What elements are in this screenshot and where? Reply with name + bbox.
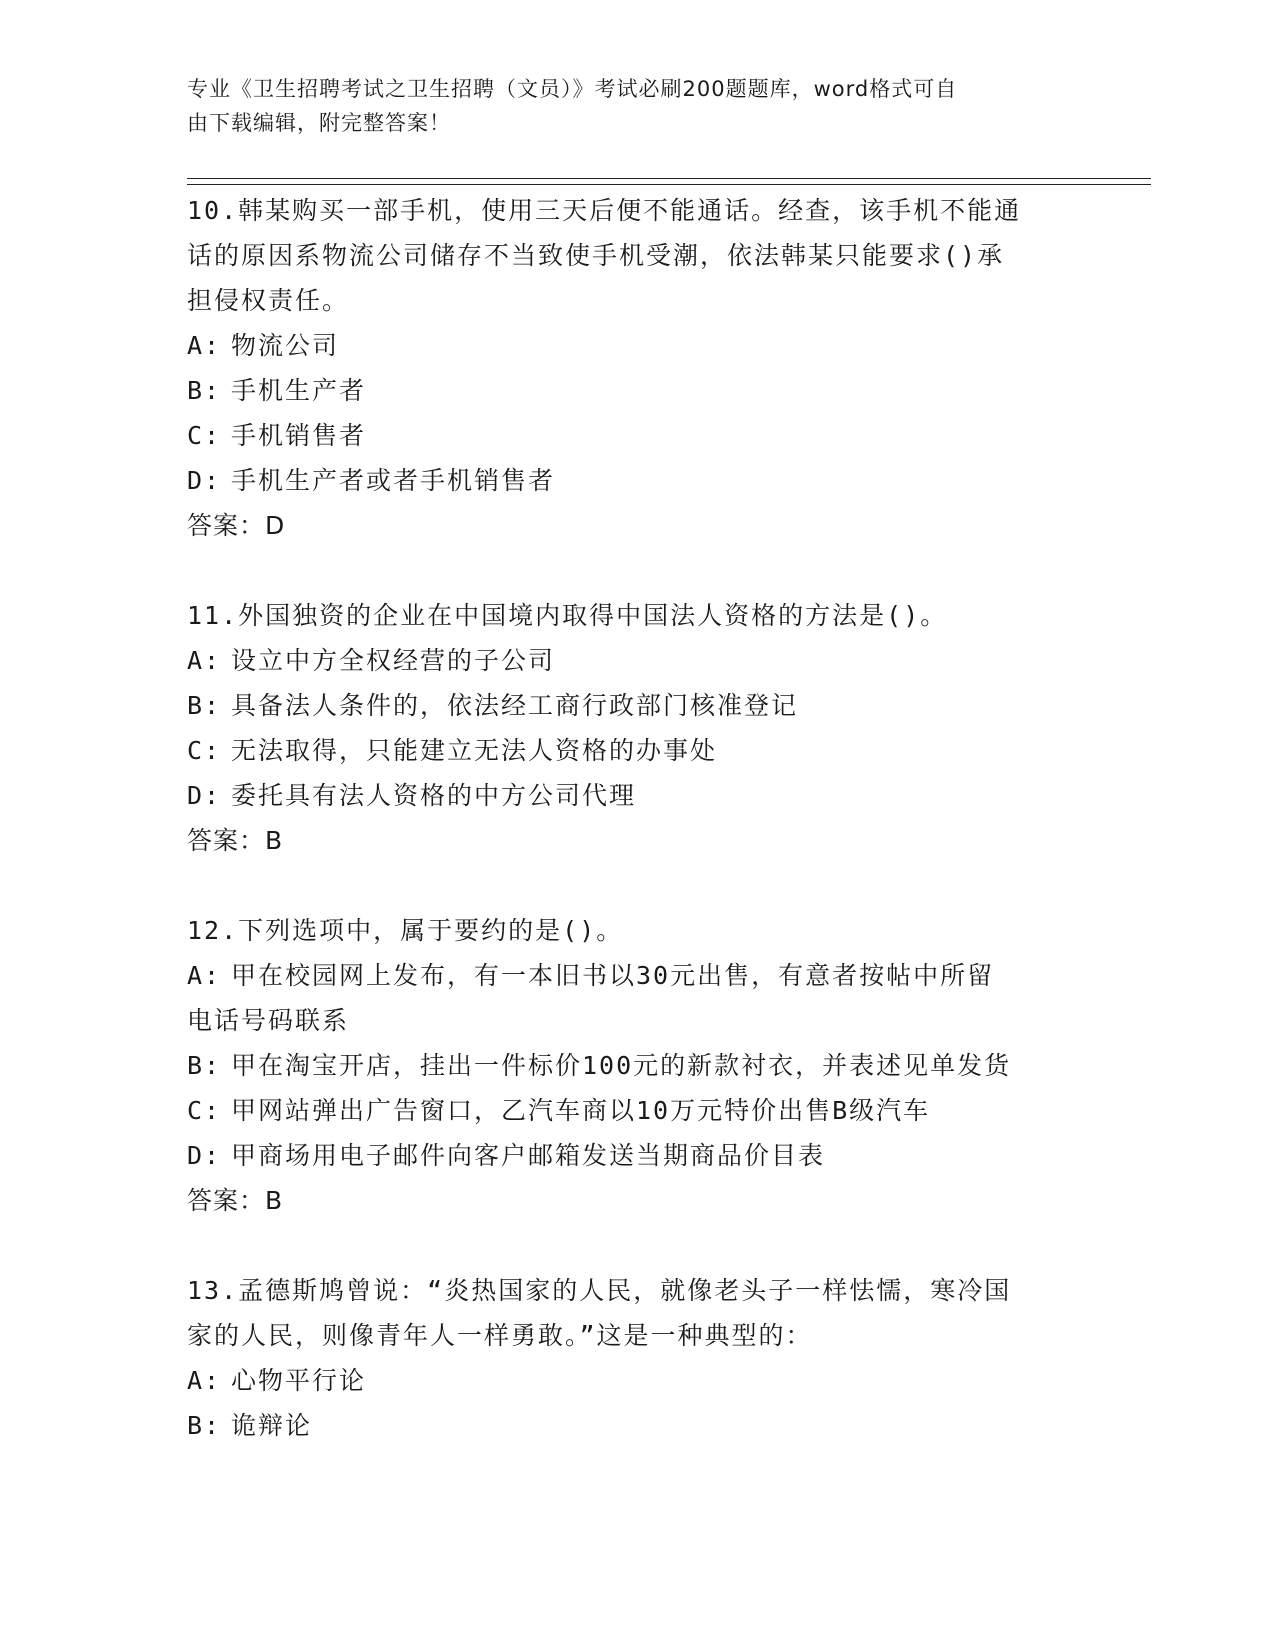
question-stem-line: 担侵权责任。 xyxy=(187,286,350,315)
option-a xyxy=(187,323,1087,368)
option-key: D: xyxy=(187,781,222,810)
option-text: 手机生产者或者手机销售者 xyxy=(231,466,556,495)
option-text: 诡辩论 xyxy=(231,1411,313,1440)
answer-label: 答案：D xyxy=(187,511,286,540)
question-stem-line: 话的原因系物流公司储存不当致使手机受潮，依法韩某只能要求()承 xyxy=(187,241,1005,270)
header-rule-bottom xyxy=(187,184,1151,185)
option-text: 甲在淘宝开店，挂出一件标价100元的新款衬衣，并表述见单发货 xyxy=(231,1051,1012,1080)
option-c xyxy=(187,728,1087,773)
option-key: D: xyxy=(187,1141,222,1170)
header-line-1: 专业《卫生招聘考试之卫生招聘（文员）》考试必刷200题题库，word格式可自 xyxy=(187,77,958,101)
option-text: 委托具有法人资格的中方公司代理 xyxy=(231,781,637,810)
option-b xyxy=(187,1403,1087,1448)
option-text: 心物平行论 xyxy=(231,1366,367,1395)
question-stem-line: 12.下列选项中，属于要约的是()。 xyxy=(187,916,624,945)
option-a xyxy=(187,1358,1087,1403)
option-key: B: xyxy=(187,691,222,720)
option-key: A: xyxy=(187,1366,222,1395)
option-d xyxy=(187,458,1087,503)
option-text: 甲网站弹出广告窗口，乙汽车商以10万元特价出售B级汽车 xyxy=(231,1096,931,1125)
question-10 xyxy=(187,188,1087,548)
question-list xyxy=(187,188,1087,1493)
option-d xyxy=(187,773,1087,818)
option-text: 甲在校园网上发布，有一本旧书以30元出售，有意者按帖中所留 xyxy=(231,961,995,990)
question-11 xyxy=(187,593,1087,863)
option-c xyxy=(187,1088,1087,1133)
option-b xyxy=(187,368,1087,413)
option-key: A: xyxy=(187,331,222,360)
option-text: 设立中方全权经营的子公司 xyxy=(231,646,556,675)
option-key: A: xyxy=(187,961,222,990)
document-header xyxy=(187,72,1067,140)
answer-label: 答案：B xyxy=(187,1186,284,1215)
answer-label: 答案：B xyxy=(187,826,284,855)
question-stem-line: 10.韩某购买一部手机，使用三天后便不能通话。经查，该手机不能通 xyxy=(187,196,1022,225)
option-a xyxy=(187,638,1087,683)
option-key: A: xyxy=(187,646,222,675)
option-key: B: xyxy=(187,376,222,405)
option-text: 具备法人条件的，依法经工商行政部门核准登记 xyxy=(231,691,799,720)
option-text: 物流公司 xyxy=(231,331,340,360)
question-13 xyxy=(187,1268,1087,1448)
option-c xyxy=(187,413,1087,458)
option-key: B: xyxy=(187,1051,222,1080)
option-key: C: xyxy=(187,736,222,765)
option-text: 手机生产者 xyxy=(231,376,367,405)
header-line-2: 由下载编辑，附完整答案！ xyxy=(187,111,451,135)
option-b xyxy=(187,683,1087,728)
option-a xyxy=(187,953,1087,998)
option-b xyxy=(187,1043,1087,1088)
question-stem-line: 家的人民，则像青年人一样勇敢。”这是一种典型的： xyxy=(187,1321,813,1350)
option-key: D: xyxy=(187,466,222,495)
question-stem-line: 11.外国独资的企业在中国境内取得中国法人资格的方法是()。 xyxy=(187,601,948,630)
option-continuation: 电话号码联系 xyxy=(187,1006,350,1035)
option-text: 无法取得，只能建立无法人资格的办事处 xyxy=(231,736,718,765)
question-stem-line: 13.孟德斯鸠曾说：“炎热国家的人民，就像老头子一样怯懦，寒冷国 xyxy=(187,1276,1012,1305)
option-text: 甲商场用电子邮件向客户邮箱发送当期商品价目表 xyxy=(231,1141,826,1170)
header-rule-top xyxy=(187,178,1151,179)
option-text: 手机销售者 xyxy=(231,421,367,450)
option-key: C: xyxy=(187,1096,222,1125)
option-d xyxy=(187,1133,1087,1178)
question-12 xyxy=(187,908,1087,1223)
option-key: C: xyxy=(187,421,222,450)
option-key: B: xyxy=(187,1411,222,1440)
